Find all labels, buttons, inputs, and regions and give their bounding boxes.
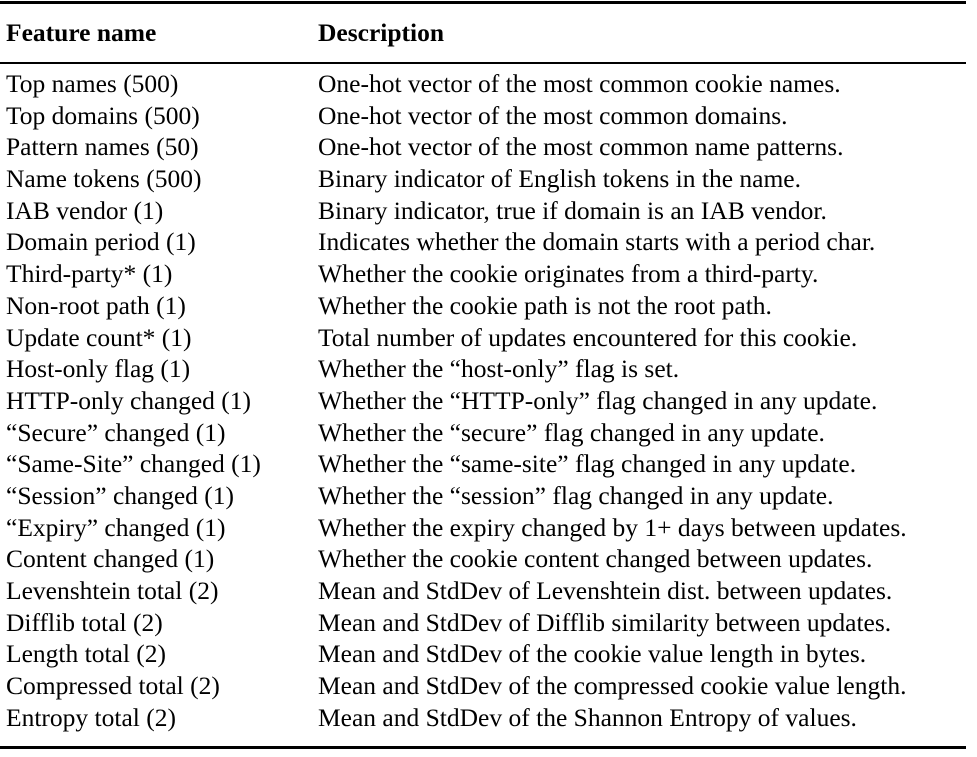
description-cell: Whether the cookie path is not the root path. — [318, 290, 772, 320]
header-description: Description — [318, 18, 445, 47]
description-cell: One-hot vector of the most common name patterns. — [318, 132, 844, 162]
table-body — [0, 68, 966, 733]
table-row — [0, 195, 966, 227]
header-feature-name: Feature name — [6, 18, 157, 47]
table-row — [0, 575, 966, 607]
feature-name-cell: Domain period (1) — [6, 227, 196, 257]
feature-name-cell: Difflib total (2) — [6, 607, 163, 637]
table-row — [0, 163, 966, 195]
description-cell: Whether the cookie originates from a third-party. — [318, 259, 819, 289]
table-row — [0, 353, 966, 385]
feature-name-cell: Host-only flag (1) — [6, 354, 191, 384]
description-cell: Whether the “same-site” flag changed in any update. — [318, 449, 857, 479]
feature-name-cell: Content changed (1) — [6, 544, 215, 574]
feature-name-cell: “Session” changed (1) — [6, 480, 235, 510]
table-row — [0, 68, 966, 100]
feature-name-cell: Compressed total (2) — [6, 671, 220, 701]
table-row — [0, 417, 966, 449]
description-cell: Binary indicator, true if domain is an IAB vendor. — [318, 195, 827, 225]
table-row — [0, 638, 966, 670]
table-row — [0, 385, 966, 417]
table-row — [0, 322, 966, 354]
feature-name-cell: Third-party* (1) — [6, 259, 173, 289]
feature-name-cell: “Expiry” changed (1) — [6, 512, 226, 542]
feature-name-cell: HTTP-only changed (1) — [6, 385, 252, 415]
table-row — [0, 258, 966, 290]
feature-name-cell: Length total (2) — [6, 639, 167, 669]
feature-name-cell: Top domains (500) — [6, 100, 200, 130]
header-rule — [0, 62, 966, 64]
table-row — [0, 480, 966, 512]
description-cell: Whether the “secure” flag changed in any update. — [318, 417, 825, 447]
description-cell: One-hot vector of the most common domains. — [318, 100, 788, 130]
description-cell: Binary indicator of English tokens in the name. — [318, 164, 801, 194]
table-row — [0, 226, 966, 258]
description-cell: Mean and StdDev of Levenshtein dist. between updates. — [318, 576, 893, 605]
table-row — [0, 702, 966, 734]
feature-name-cell: “Secure” changed (1) — [6, 417, 226, 447]
description-cell: Whether the “session” flag changed in any update. — [318, 480, 834, 510]
table-row — [0, 100, 966, 132]
top-rule — [0, 1, 966, 4]
description-cell: Whether the “HTTP-only” flag changed in any update. — [318, 385, 878, 415]
description-cell: Mean and StdDev of Difflib similarity between updates. — [318, 607, 892, 637]
description-cell: Whether the “host-only” flag is set. — [318, 354, 680, 384]
description-cell: Total number of updates encountered for this cookie. — [318, 322, 858, 352]
description-cell: Mean and StdDev of the cookie value length in bytes. — [318, 639, 867, 669]
feature-name-cell: Top names (500) — [6, 69, 179, 98]
description-cell: Whether the expiry changed by 1+ days between updates. — [318, 512, 907, 542]
feature-name-cell: “Same-Site” changed (1) — [6, 449, 261, 479]
feature-name-cell: Pattern names (50) — [6, 132, 199, 162]
description-cell: One-hot vector of the most common cookie names. — [318, 69, 841, 98]
table-header — [0, 16, 966, 50]
table-row — [0, 512, 966, 544]
feature-name-cell: Update count* (1) — [6, 322, 192, 352]
table-row — [0, 290, 966, 322]
description-cell: Whether the cookie content changed between updates. — [318, 544, 873, 574]
description-cell: Mean and StdDev of the compressed cookie value length. — [318, 671, 907, 701]
table-row — [0, 448, 966, 480]
description-cell: Indicates whether the domain starts with a period char. — [318, 227, 876, 257]
table-row — [0, 670, 966, 702]
feature-name-cell: Levenshtein total (2) — [6, 576, 219, 605]
bottom-rule — [0, 746, 966, 749]
table-row — [0, 607, 966, 639]
feature-name-cell: Name tokens (500) — [6, 164, 202, 194]
table-row — [0, 131, 966, 163]
description-cell: Mean and StdDev of the Shannon Entropy of values. — [318, 702, 857, 732]
feature-name-cell: Entropy total (2) — [6, 702, 176, 732]
table-row — [0, 543, 966, 575]
feature-name-cell: Non-root path (1) — [6, 290, 186, 320]
feature-name-cell: IAB vendor (1) — [6, 195, 164, 225]
